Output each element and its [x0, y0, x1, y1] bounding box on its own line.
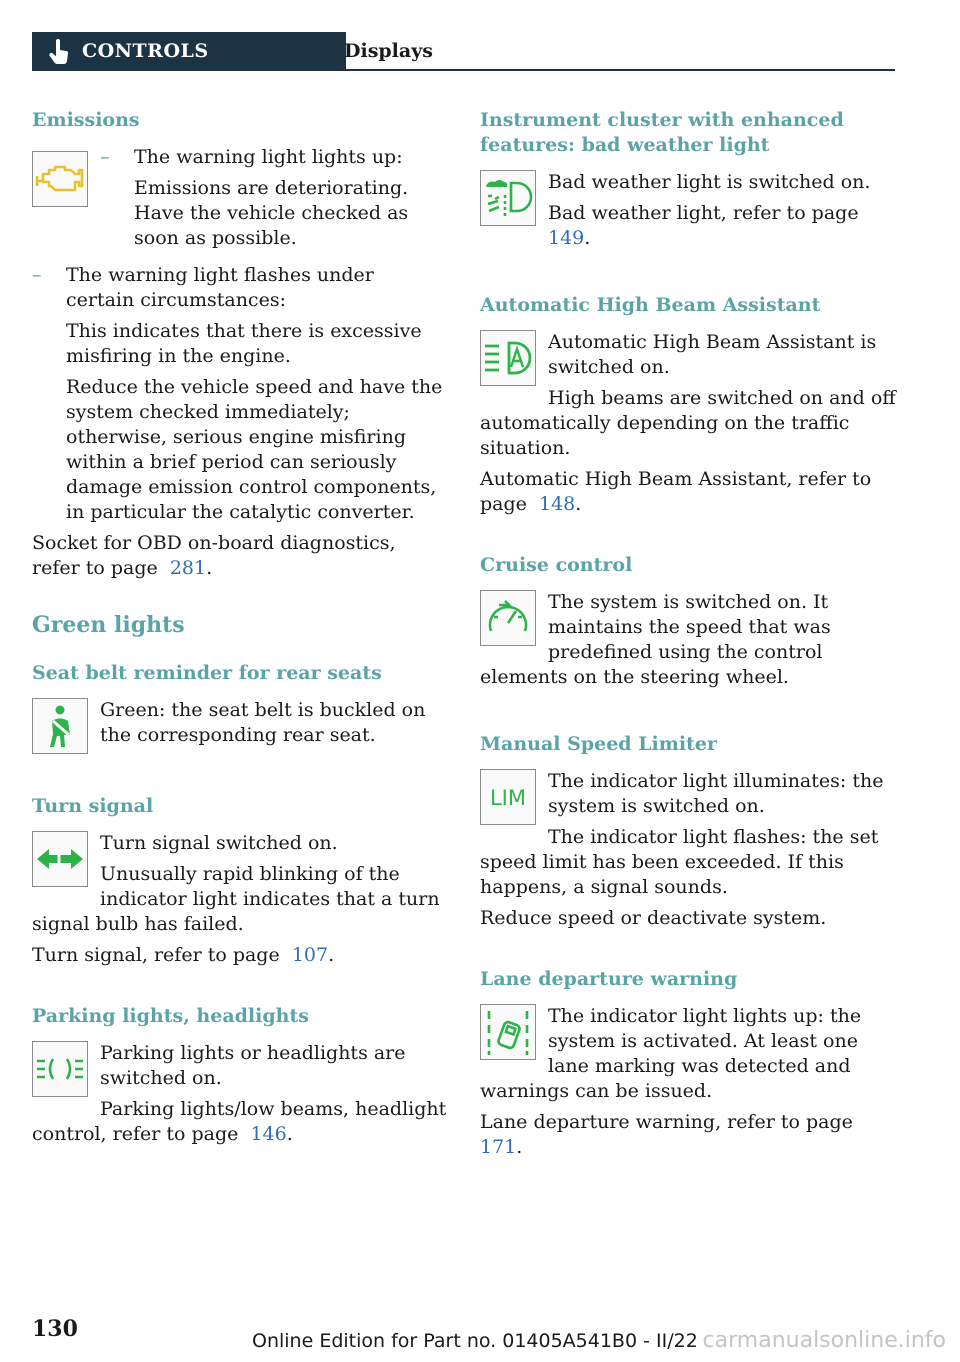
hand-pointer-icon	[48, 39, 70, 65]
parking-ref-text: Parking lights/low beams, headlight control, refer to page	[32, 1098, 447, 1145]
page-title: Displays	[344, 40, 433, 62]
emissions-bullet-1-detail: Emissions are deteriorating. Have the vehicle checked as soon as possible.	[134, 177, 409, 249]
speed-limiter-icon	[480, 769, 536, 825]
speed-limiter-p2: The indicator light flashes: the set speed limit has been exceeded. If this happens, a signal sounds.	[480, 826, 879, 898]
parking-p1: Parking lights or headlights are switched on.	[100, 1042, 406, 1089]
cruise-control-p1: The system is switched on. It maintains the speed that was predefined using the control elements on the steering wheel.	[480, 591, 831, 688]
header-rule	[330, 69, 895, 71]
bad-weather-ref-text: Bad weather light, refer to page	[548, 202, 859, 224]
speed-limiter-heading: Manual Speed Limiter	[480, 733, 717, 755]
speed-limiter-p3: Reduce speed or deactivate system.	[480, 907, 827, 929]
high-beam-ref-text: Automatic High Beam Assistant, refer to page	[480, 468, 872, 515]
lane-departure-ref-text: Lane departure warning, refer to page	[480, 1111, 853, 1133]
obd-page-link[interactable]: 281	[169, 557, 207, 579]
bad-weather-heading: Instrument cluster with enhanced features: bad weather light	[480, 109, 844, 156]
turn-signal-icon	[32, 831, 88, 887]
parking-page-link[interactable]: 146	[250, 1123, 287, 1145]
bad-weather-p1: Bad weather light is switched on.	[548, 171, 871, 193]
emissions-heading: Emissions	[32, 109, 140, 131]
high-beam-p1: Automatic High Beam Assistant is switched on.	[548, 331, 877, 378]
page-header	[32, 32, 895, 71]
section-tab	[32, 32, 346, 71]
dash-bullet: –	[32, 264, 42, 286]
parking-heading: Parking lights, headlights	[32, 1005, 309, 1027]
bad-weather-page-link[interactable]: 149	[548, 227, 585, 249]
edition-footer: Online Edition for Part no. 01405A541B0 - II/22	[252, 1330, 698, 1352]
lim-icon-text: LIM	[489, 786, 527, 810]
seatbelt-text: Green: the seat belt is buckled on the corresponding rear seat.	[100, 699, 426, 746]
cruise-control-icon	[480, 590, 536, 646]
turn-signal-ref-text: Turn signal, refer to page	[32, 944, 280, 966]
dash-bullet: –	[100, 146, 110, 168]
left-column: Emissions – The warning light lights up: Emissions are deteriorating. Have the vehicle checked as soon as possible. – The warning light flashes under certain circumstances: This indicates that there is excessive misfiring in the engine. Reduce the vehicle speed and have the system checked immediately; otherwise, serious engine misfiring within a brief period can seriously damage emission control components, in particular the catalytic converter. Socket for OBD on-board diagnostics, refer to page 281. Green lights Seat belt reminder for rear seats Green: the seat belt is buckled on the corresponding rear seat. Turn signal Turn signal switched on. Unusually rapid blinking of the indicator light indicates that a turn signal bulb has failed. Turn signal, refer to page 107. Parking lights, headlights Parking lights or headlights are switched on. Parking lights/low beams, headlight control, refer to page 146.	[32, 109, 447, 1145]
lane-departure-page-link[interactable]: 171	[480, 1136, 517, 1158]
lane-departure-heading: Lane departure warning	[480, 968, 738, 990]
section-label: CONTROLS	[82, 40, 209, 62]
emissions-bullet-1: The warning light lights up:	[134, 146, 403, 168]
page-number: 130	[32, 1316, 78, 1342]
green-lights-heading: Green lights	[32, 612, 185, 638]
turn-signal-p2: Unusually rapid blinking of the indicator light indicates that a turn signal bulb has failed.	[32, 863, 440, 935]
right-column: Instrument cluster with enhanced features: bad weather light Bad weather light is switched on. Bad weather light, refer to page 149. Automatic High Beam Assistant Automatic High Beam Assistant is switched on. High beams are switched on and off automatically depending on the traffic situation. Automatic High Beam Assistant, refer to page 148. Cruise control The system is switched on. It maintains the speed that was predefined using the control elements on the steering wheel. Manual Speed Limiter LIM The indicator light illuminates: the system is switched on. The indicator light flashes: the set speed limit has been exceeded. If this happens, a signal sounds. Reduce speed or deactivate system. Lane departure warning The indicator light lights up: the system is activated. At least one lane marking was detected and warnings can be issued. Lane departure warning, refer to page 171.	[480, 109, 896, 1158]
emissions-bullet-2-p2: Reduce the vehicle speed and have the system checked immediately; otherwise, serious engine misfiring within a brief period can seriously damage emission control components, in particular the catalytic converter.	[66, 376, 443, 523]
turn-signal-page-link[interactable]: 107	[291, 944, 329, 966]
bad-weather-light-icon	[480, 170, 536, 226]
check-engine-icon	[32, 151, 88, 207]
watermark: carmanualsonline.info	[702, 1328, 946, 1353]
lane-departure-icon	[480, 1004, 536, 1060]
parking-lights-icon	[32, 1041, 88, 1097]
turn-signal-heading: Turn signal	[32, 795, 154, 817]
cruise-control-heading: Cruise control	[480, 554, 633, 576]
emissions-bullet-2-p1: This indicates that there is excessive misfiring in the engine.	[66, 320, 422, 367]
turn-signal-p1: Turn signal switched on.	[100, 832, 338, 854]
speed-limiter-p1: The indicator light illuminates: the system is switched on.	[548, 770, 884, 817]
seatbelt-heading: Seat belt reminder for rear seats	[32, 662, 382, 684]
emissions-bullet-2: The warning light flashes under certain circumstances:	[66, 264, 374, 311]
high-beam-p2: High beams are switched on and off automatically depending on the traffic situation.	[480, 387, 896, 459]
high-beam-assistant-icon	[480, 330, 536, 386]
seatbelt-icon	[32, 698, 88, 754]
lane-departure-p1: The indicator light lights up: the system is activated. At least one lane marking was detected and warnings can be issued.	[480, 1005, 862, 1102]
obd-socket-text: Socket for OBD on-board diagnostics, refer to page	[32, 532, 396, 579]
high-beam-heading: Automatic High Beam Assistant	[480, 294, 821, 316]
high-beam-page-link[interactable]: 148	[539, 493, 576, 515]
